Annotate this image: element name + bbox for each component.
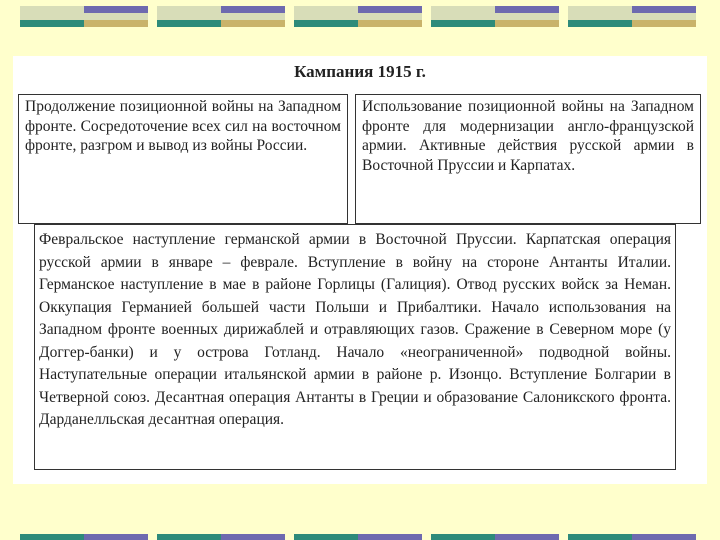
main-text-box: Февральское наступление германской армии в Восточной Пруссии. Карпатская операция русской армии в январе – феврале. Вступление в войну на стороне Антанты Италии. Германское наступление в мае в районе Горлицы (Галиция). Отвод русских войск за Неман. Оккупация Германией большей части Польши и Прибалтики. Начало использования на Западном фронте военных дирижаблей и отравляющих газов. Сражение в Северном море (у Доггер-банки) и у острова Готланд. Начало «неограниченной» подводной войны. Наступательные операции итальянской армии в районе р. Изонцо. Вступление Болгарии в Четверной союз. Десантная операция Антанты в Греции и образование Салоникского фронта. Дарданелльская десантная операция. xyxy=(34,224,676,470)
decor-block xyxy=(157,6,285,34)
decor-block xyxy=(294,534,422,540)
right-text-box: Использование позиционной войны на Западном фронте для модернизации англо-французской армии. Активные действия русской армии в Восточной Пруссии и Карпатах. xyxy=(355,94,701,224)
decor-block xyxy=(20,534,148,540)
decor-block xyxy=(431,534,559,540)
decor-block xyxy=(568,6,696,34)
top-decorative-band xyxy=(0,6,720,34)
left-text-box: Продолжение позиционной войны на Западном фронте. Сосредоточение всех сил на восточном фронте, разгром и вывод из войны России. xyxy=(18,94,348,224)
decor-block xyxy=(20,6,148,34)
decor-block xyxy=(568,534,696,540)
decor-block xyxy=(431,6,559,34)
decor-block xyxy=(157,534,285,540)
document-title: Кампания 1915 г. xyxy=(294,62,426,81)
document-sheet xyxy=(13,56,707,484)
decor-block xyxy=(294,6,422,34)
bottom-decorative-band xyxy=(0,534,720,540)
